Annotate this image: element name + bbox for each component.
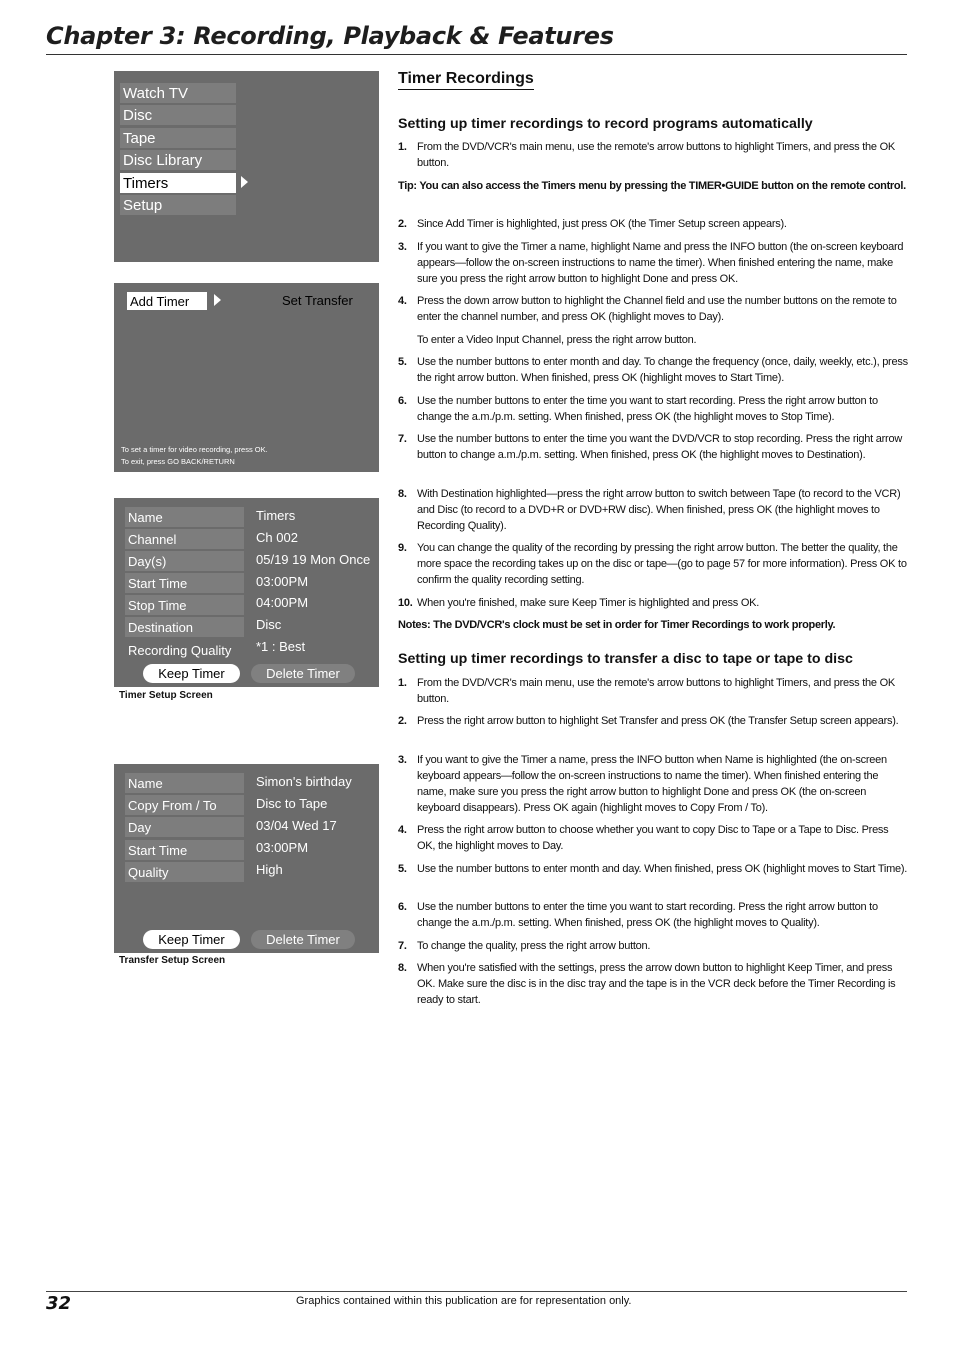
step-number: 6. bbox=[398, 395, 407, 407]
transfer-step-1 bbox=[398, 675, 908, 707]
step-number: 7. bbox=[398, 433, 407, 445]
subhead-automatic: Setting up timer recordings to record programs automatically bbox=[398, 116, 813, 132]
field-value-days: 05/19 19 Mon Once bbox=[256, 552, 371, 567]
step-number: 8. bbox=[398, 488, 407, 500]
transfer-step-4 bbox=[398, 822, 908, 854]
menu-item-disc[interactable]: Disc bbox=[120, 105, 236, 125]
menu-item-disc-library[interactable]: Disc Library bbox=[120, 150, 236, 170]
transfer-step-6 bbox=[398, 899, 908, 931]
transfer-setup-caption: Transfer Setup Screen bbox=[119, 955, 226, 966]
add-timer-item[interactable]: Add Timer bbox=[127, 292, 207, 310]
menu-item-tape[interactable]: Tape bbox=[120, 128, 236, 148]
keep-timer-button[interactable]: Keep Timer bbox=[143, 930, 240, 949]
field-value-name: Timers bbox=[256, 508, 296, 523]
field-value-start-time: 03:00PM bbox=[256, 840, 309, 855]
step-7 bbox=[398, 431, 908, 463]
step-text: You can change the quality of the recording by pressing the right arrow button. The better the quality, the more space the recording takes up on the disc or tape—(go to page 57 for more information). Press OK to confirm the quality recording setting. bbox=[417, 542, 907, 586]
field-label-start-time[interactable]: Start Time bbox=[125, 573, 244, 593]
step-1 bbox=[398, 139, 908, 171]
tip-note: Tip: You can also access the Timers menu by pressing the TIMER•GUIDE button on the remote control. bbox=[398, 180, 906, 192]
step-text: Use the number buttons to enter month and day. When finished, press OK (highlight moves to Start Time). bbox=[417, 863, 908, 875]
field-label-start-time[interactable]: Start Time bbox=[125, 840, 244, 860]
keep-timer-button[interactable]: Keep Timer bbox=[143, 664, 240, 683]
timer-help-line-2: To exit, press GO BACK/RETURN bbox=[121, 457, 235, 466]
step-text: When you're satisfied with the settings, press the arrow down button to highlight Keep Timer, and press OK. Make sure the disc is in the disc tray and the tape is in the VCR deck before the Timer Recording is ready to start. bbox=[417, 962, 896, 1006]
step-6 bbox=[398, 393, 908, 425]
step-number: 2. bbox=[398, 218, 407, 230]
step-number: 6. bbox=[398, 901, 407, 913]
field-value-copy-from-to: Disc to Tape bbox=[256, 796, 328, 811]
field-label-name[interactable]: Name bbox=[125, 507, 244, 527]
field-label-day[interactable]: Day bbox=[125, 817, 244, 837]
step-number: 9. bbox=[398, 542, 407, 554]
step-5 bbox=[398, 354, 908, 386]
timer-setup-panel bbox=[114, 498, 379, 687]
field-value-name: Simon's birthday bbox=[256, 774, 352, 789]
step-number: 4. bbox=[398, 295, 407, 307]
step-number: 5. bbox=[398, 863, 407, 875]
field-value-recording-quality: *1 : Best bbox=[256, 639, 306, 654]
field-value-channel: Ch 002 bbox=[256, 530, 298, 545]
field-value-destination: Disc bbox=[256, 617, 282, 632]
field-label-channel[interactable]: Channel bbox=[125, 529, 244, 549]
step-text: If you want to give the Timer a name, highlight Name and press the INFO button (the on-screen keyboard appears—follow the on-screen instructions to name the timer). When finished entering the name, make sure you press the right arrow button to highlight Done and press OK. bbox=[417, 241, 904, 285]
video-input-text: To enter a Video Input Channel, press the right arrow button. bbox=[417, 334, 697, 346]
transfer-step-5 bbox=[398, 861, 908, 877]
timer-setup-caption: Timer Setup Screen bbox=[119, 690, 213, 701]
step-text: If you want to give the Timer a name, press the INFO button when Name is highlighted (the on-screen keyboard appears—follow the on-screen instructions to name the timer). When finished entering the name, make sure you press the right arrow button to highlight Done and press OK (the on-screen keyboard disappears). Press OK again (highlight moves to Copy From / To). bbox=[417, 754, 887, 814]
step-text: From the DVD/VCR's main menu, use the remote's arrow buttons to highlight Timers, and press the OK button. bbox=[417, 677, 895, 705]
step-text: Use the number buttons to enter month and day. To change the frequency (once, daily, weekly, etc.), press the right arrow button. When finished, press OK (highlight moves to Start Time). bbox=[417, 356, 908, 384]
header-rule bbox=[46, 54, 907, 55]
step-number: 8. bbox=[398, 962, 407, 974]
step-text: Press the down arrow button to highlight the Channel field and use the number buttons on the remote to enter the channel number, and press OK (highlight moves to Day). bbox=[417, 295, 897, 323]
video-input-note bbox=[398, 332, 908, 348]
step-number: 1. bbox=[398, 141, 407, 153]
chapter-title: Chapter 3: Recording, Playback & Features bbox=[46, 22, 614, 50]
step-number: 10. bbox=[398, 597, 413, 609]
step-8 bbox=[398, 486, 908, 534]
step-number: 5. bbox=[398, 356, 407, 368]
step-number: 3. bbox=[398, 754, 407, 766]
menu-item-setup[interactable]: Setup bbox=[120, 195, 236, 215]
transfer-step-7 bbox=[398, 938, 908, 954]
timers-menu-panel bbox=[114, 283, 379, 472]
field-label-stop-time[interactable]: Stop Time bbox=[125, 595, 244, 615]
field-label-copy-from-to[interactable]: Copy From / To bbox=[125, 795, 244, 815]
step-text: From the DVD/VCR's main menu, use the remote's arrow buttons to highlight Timers, and press the OK button. bbox=[417, 141, 895, 169]
footer-rule bbox=[46, 1291, 907, 1292]
step-3 bbox=[398, 239, 908, 287]
step-text: Press the right arrow button to highlight Set Transfer and press OK (the Transfer Setup screen appears). bbox=[417, 715, 899, 727]
step-text: To change the quality, press the right arrow button. bbox=[417, 940, 651, 952]
subhead-transfer: Setting up timer recordings to transfer a disc to tape or tape to disc bbox=[398, 651, 853, 667]
step-text: Use the number buttons to enter the time you want to start recording. Press the right arrow button to change the a.m./p.m. setting. When finished, press OK (the highlight moves to Stop Time). bbox=[417, 395, 878, 423]
step-9 bbox=[398, 540, 908, 588]
transfer-step-8 bbox=[398, 960, 908, 1008]
main-menu-panel bbox=[114, 71, 379, 262]
step-2 bbox=[398, 216, 908, 232]
step-text: Use the number buttons to enter the time you want to start recording. Press the right arrow button to change the a.m./p.m. setting. When finished, press OK (the highlight moves to Quality). bbox=[417, 901, 878, 929]
step-text: When you're finished, make sure Keep Timer is highlighted and press OK. bbox=[417, 597, 760, 609]
menu-item-watch-tv[interactable]: Watch TV bbox=[120, 83, 236, 103]
step-number: 2. bbox=[398, 715, 407, 727]
field-value-stop-time: 04:00PM bbox=[256, 595, 309, 610]
chevron-right-icon bbox=[214, 294, 221, 306]
page-number: 32 bbox=[46, 1293, 72, 1314]
transfer-step-3 bbox=[398, 752, 908, 816]
delete-timer-button[interactable]: Delete Timer bbox=[251, 930, 355, 949]
field-label-destination[interactable]: Destination bbox=[125, 617, 244, 637]
field-value-start-time: 03:00PM bbox=[256, 574, 309, 589]
menu-item-timers[interactable]: Timers bbox=[120, 173, 236, 193]
chevron-right-icon bbox=[241, 176, 248, 188]
field-label-name[interactable]: Name bbox=[125, 773, 244, 793]
set-transfer-item[interactable]: Set Transfer bbox=[282, 293, 353, 308]
step-number: 3. bbox=[398, 241, 407, 253]
step-number: 4. bbox=[398, 824, 407, 836]
delete-timer-button[interactable]: Delete Timer bbox=[251, 664, 355, 683]
step-text: Since Add Timer is highlighted, just press OK (the Timer Setup screen appears). bbox=[417, 218, 787, 230]
field-label-days[interactable]: Day(s) bbox=[125, 551, 244, 571]
timer-help-line-1: To set a timer for video recording, press OK. bbox=[121, 445, 268, 454]
transfer-setup-panel bbox=[114, 764, 379, 953]
section-title: Timer Recordings bbox=[398, 70, 534, 90]
step-number: 7. bbox=[398, 940, 407, 952]
step-text: Press the right arrow button to choose whether you want to copy Disc to Tape or a Tape to Disc. Press OK, the highlight moves to Day. bbox=[417, 824, 889, 852]
step-4 bbox=[398, 293, 908, 325]
step-10 bbox=[398, 595, 908, 611]
field-value-day: 03/04 Wed 17 bbox=[256, 818, 337, 833]
field-label-quality[interactable]: Quality bbox=[125, 862, 244, 882]
step-number: 1. bbox=[398, 677, 407, 689]
footer-note: Graphics contained within this publication are for representation only. bbox=[296, 1295, 632, 1307]
clock-note: Notes: The DVD/VCR's clock must be set in order for Timer Recordings to work properly. bbox=[398, 619, 836, 631]
transfer-step-2 bbox=[398, 713, 908, 729]
field-value-quality: High bbox=[256, 862, 283, 877]
step-text: Use the number buttons to enter the time you want the DVD/VCR to stop recording. Press the right arrow button to change a.m./p.m. setting. When finished, press OK (the highlight moves to Destination). bbox=[417, 433, 903, 461]
step-text: With Destination highlighted—press the right arrow button to switch between Tape (to record to the VCR) and Disc (to record to a DVD+R or DVD+RW disc). When finished, press OK (the highlight moves to Recording Quality). bbox=[417, 488, 901, 532]
field-label-recording-quality[interactable]: Recording Quality bbox=[128, 643, 232, 658]
